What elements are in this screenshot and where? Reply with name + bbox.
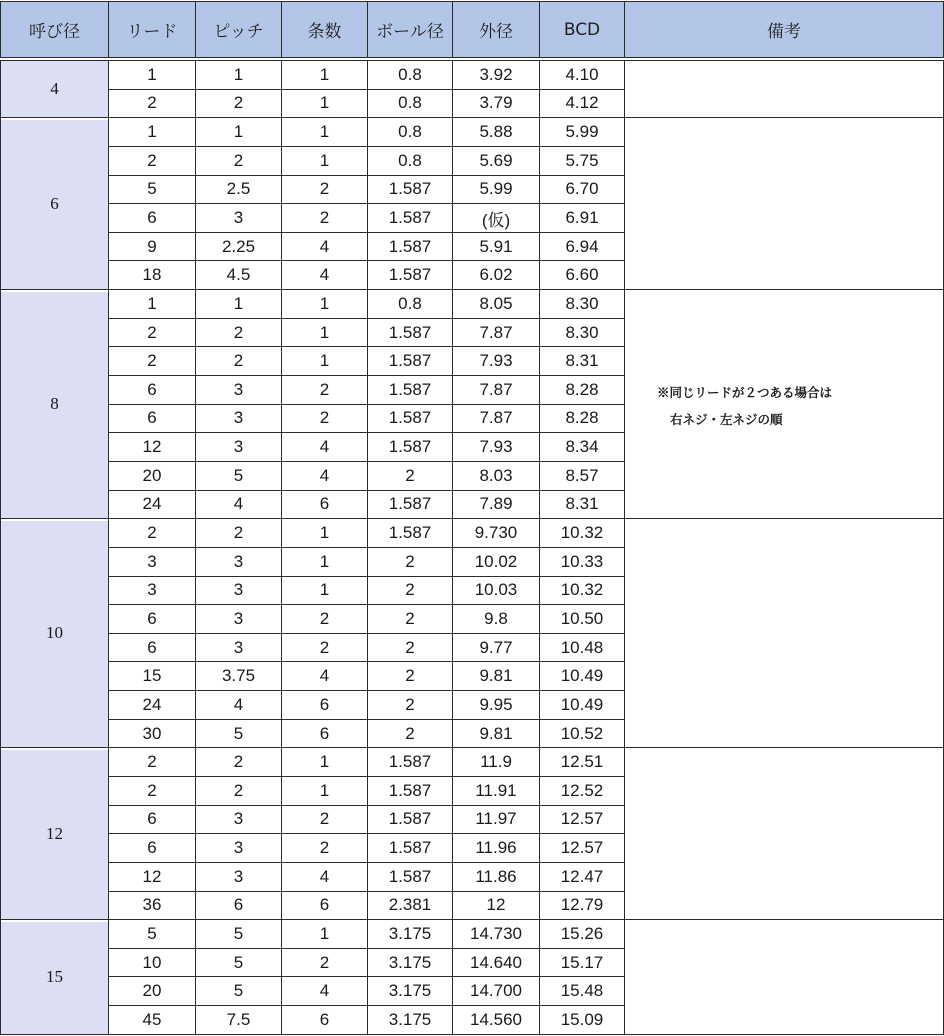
outer-diameter-cell: 11.97 <box>453 806 539 834</box>
grid-line <box>367 919 368 1035</box>
ball-diameter-cell: 1.587 <box>368 748 452 776</box>
starts-cell: 4 <box>282 977 367 1005</box>
ball-diameter-cell: 1.587 <box>368 261 452 289</box>
grid-line <box>108 60 109 118</box>
pitch-cell: 2 <box>196 519 281 547</box>
bcd-cell: 5.75 <box>540 147 624 175</box>
outer-diameter-cell: 8.05 <box>453 290 539 318</box>
grid-line <box>539 1 540 58</box>
lead-cell: 12 <box>109 863 195 891</box>
outer-diameter-cell: 9.77 <box>453 634 539 662</box>
grid-line <box>539 747 540 920</box>
ball-diameter-cell: 1.587 <box>368 777 452 805</box>
ball-diameter-cell: 2 <box>368 462 452 490</box>
grid-line <box>367 747 368 920</box>
grid-line <box>281 60 282 118</box>
bcd-cell: 12.47 <box>540 863 624 891</box>
outer-diameter-cell: 8.03 <box>453 462 539 490</box>
pitch-cell: 5 <box>196 462 281 490</box>
pitch-cell: 5 <box>196 920 281 948</box>
grid-line <box>0 518 944 519</box>
bcd-cell: 10.52 <box>540 720 624 748</box>
starts-cell: 4 <box>282 462 367 490</box>
lead-cell: 5 <box>109 176 195 204</box>
lead-cell: 2 <box>109 519 195 547</box>
starts-cell: 1 <box>282 147 367 175</box>
pitch-cell: 2 <box>196 748 281 776</box>
ball-diameter-cell: 1.587 <box>368 519 452 547</box>
pitch-cell: 5 <box>196 720 281 748</box>
outer-diameter-cell: 9.81 <box>453 662 539 690</box>
starts-cell: 6 <box>282 720 367 748</box>
nominal-diameter-cell: 15 <box>1 920 108 1034</box>
outer-diameter-cell: 7.87 <box>453 376 539 404</box>
outer-diameter-cell: 14.730 <box>453 920 539 948</box>
grid-line <box>281 518 282 748</box>
outer-diameter-cell: 6.02 <box>453 261 539 289</box>
outer-diameter-cell: 11.9 <box>453 748 539 776</box>
lead-cell: 2 <box>109 777 195 805</box>
outer-diameter-cell: 11.86 <box>453 863 539 891</box>
bcd-cell: 10.33 <box>540 548 624 576</box>
starts-cell: 2 <box>282 204 367 232</box>
grid-line <box>0 747 1 920</box>
group-divider <box>1 519 108 521</box>
pitch-cell: 3 <box>196 405 281 433</box>
pitch-cell: 1 <box>196 290 281 318</box>
bcd-cell: 10.32 <box>540 577 624 605</box>
lead-cell: 9 <box>109 233 195 261</box>
ball-diameter-cell: 2 <box>368 720 452 748</box>
outer-diameter-cell: 14.700 <box>453 977 539 1005</box>
ball-diameter-cell: 2 <box>368 548 452 576</box>
bcd-cell: 12.51 <box>540 748 624 776</box>
ball-diameter-cell: 2 <box>368 662 452 690</box>
grid-line <box>539 518 540 748</box>
outer-diameter-cell: 14.640 <box>453 949 539 977</box>
grid-line <box>281 747 282 920</box>
lead-cell: 20 <box>109 462 195 490</box>
outer-diameter-cell: 11.96 <box>453 834 539 862</box>
ball-diameter-cell: 0.8 <box>368 118 452 146</box>
starts-cell: 4 <box>282 233 367 261</box>
outer-diameter-cell: 9.81 <box>453 720 539 748</box>
grid-line <box>452 1 453 58</box>
ball-diameter-cell: 2 <box>368 691 452 719</box>
grid-line <box>452 289 453 519</box>
pitch-cell: 3.75 <box>196 662 281 690</box>
pitch-cell: 3 <box>196 548 281 576</box>
pitch-cell: 3 <box>196 634 281 662</box>
lead-cell: 2 <box>109 319 195 347</box>
grid-line <box>624 1 625 58</box>
pitch-cell: 2 <box>196 319 281 347</box>
outer-diameter-cell: 10.03 <box>453 577 539 605</box>
grid-line <box>452 919 453 1035</box>
pitch-cell: 1 <box>196 61 281 89</box>
grid-line <box>195 117 196 290</box>
pitch-cell: 4.5 <box>196 261 281 289</box>
grid-line <box>539 289 540 519</box>
grid-line <box>367 518 368 748</box>
bcd-cell: 6.91 <box>540 204 624 232</box>
grid-line <box>452 117 453 290</box>
pitch-cell: 3 <box>196 605 281 633</box>
lead-cell: 6 <box>109 376 195 404</box>
ball-diameter-cell: 1.587 <box>368 233 452 261</box>
pitch-cell: 4 <box>196 491 281 519</box>
lead-cell: 45 <box>109 1006 195 1034</box>
ball-diameter-cell: 1.587 <box>368 863 452 891</box>
ball-diameter-cell: 1.587 <box>368 433 452 461</box>
grid-line <box>367 60 368 118</box>
grid-line <box>0 919 1 1035</box>
outer-diameter-cell: 3.79 <box>453 90 539 118</box>
ball-diameter-cell: 2 <box>368 577 452 605</box>
starts-cell: 4 <box>282 662 367 690</box>
pitch-cell: 7.5 <box>196 1006 281 1034</box>
header-bcd: BCD <box>540 2 624 57</box>
pitch-cell: 2 <box>196 347 281 375</box>
lead-cell: 15 <box>109 662 195 690</box>
outer-diameter-cell: 9.730 <box>453 519 539 547</box>
pitch-cell: 3 <box>196 376 281 404</box>
grid-line <box>281 1 282 58</box>
starts-cell: 4 <box>282 261 367 289</box>
grid-line <box>0 117 944 118</box>
pitch-cell: 5 <box>196 977 281 1005</box>
nominal-diameter-cell: 12 <box>1 748 108 919</box>
outer-diameter-cell: (仮) <box>453 204 539 232</box>
starts-cell: 6 <box>282 691 367 719</box>
grid-line <box>281 289 282 519</box>
grid-line <box>452 747 453 920</box>
outer-diameter-cell: 7.93 <box>453 347 539 375</box>
nominal-diameter-cell: 6 <box>1 118 108 289</box>
outer-diameter-cell: 14.560 <box>453 1006 539 1034</box>
lead-cell: 1 <box>109 118 195 146</box>
nominal-diameter-cell: 4 <box>1 61 108 117</box>
pitch-cell: 3 <box>196 433 281 461</box>
bcd-cell: 12.79 <box>540 892 624 920</box>
bcd-cell: 12.57 <box>540 806 624 834</box>
lead-cell: 6 <box>109 634 195 662</box>
outer-diameter-cell: 5.99 <box>453 176 539 204</box>
grid-line <box>0 1034 944 1035</box>
outer-diameter-cell: 9.95 <box>453 691 539 719</box>
grid-line <box>624 289 625 519</box>
remarks-cell <box>625 920 943 1034</box>
ball-diameter-cell: 1.587 <box>368 319 452 347</box>
grid-line <box>195 1 196 58</box>
starts-cell: 6 <box>282 491 367 519</box>
remarks-cell <box>625 61 943 117</box>
lead-cell: 36 <box>109 892 195 920</box>
grid-line <box>367 1 368 58</box>
bcd-cell: 15.09 <box>540 1006 624 1034</box>
bcd-cell: 5.99 <box>540 118 624 146</box>
pitch-cell: 5 <box>196 949 281 977</box>
ball-diameter-cell: 0.8 <box>368 290 452 318</box>
bcd-cell: 15.26 <box>540 920 624 948</box>
lead-cell: 2 <box>109 90 195 118</box>
group-divider <box>1 118 108 120</box>
header-starts: 条数 <box>282 2 367 57</box>
starts-cell: 1 <box>282 61 367 89</box>
grid-line <box>624 117 625 290</box>
starts-cell: 1 <box>282 920 367 948</box>
starts-cell: 2 <box>282 176 367 204</box>
starts-cell: 4 <box>282 433 367 461</box>
pitch-cell: 1 <box>196 118 281 146</box>
grid-line <box>0 919 944 920</box>
ball-diameter-cell: 1.587 <box>368 176 452 204</box>
grid-line <box>624 919 625 1035</box>
ball-diameter-cell: 1.587 <box>368 204 452 232</box>
outer-diameter-cell: 10.02 <box>453 548 539 576</box>
ball-diameter-cell: 3.175 <box>368 949 452 977</box>
ball-diameter-cell: 1.587 <box>368 834 452 862</box>
bcd-cell: 10.50 <box>540 605 624 633</box>
outer-diameter-cell: 11.91 <box>453 777 539 805</box>
starts-cell: 6 <box>282 1006 367 1034</box>
lead-cell: 6 <box>109 605 195 633</box>
starts-cell: 1 <box>282 519 367 547</box>
bcd-cell: 15.17 <box>540 949 624 977</box>
pitch-cell: 3 <box>196 834 281 862</box>
ball-diameter-cell: 2 <box>368 634 452 662</box>
lead-cell: 24 <box>109 691 195 719</box>
grid-line <box>0 289 944 290</box>
grid-line <box>195 747 196 920</box>
lead-cell: 2 <box>109 147 195 175</box>
pitch-cell: 3 <box>196 204 281 232</box>
bcd-cell: 10.49 <box>540 662 624 690</box>
lead-cell: 6 <box>109 834 195 862</box>
ball-diameter-cell: 3.175 <box>368 920 452 948</box>
bcd-cell: 8.28 <box>540 376 624 404</box>
grid-line <box>624 60 625 118</box>
lead-cell: 20 <box>109 977 195 1005</box>
lead-cell: 6 <box>109 806 195 834</box>
starts-cell: 2 <box>282 634 367 662</box>
ball-diameter-cell: 3.175 <box>368 977 452 1005</box>
ball-diameter-cell: 1.587 <box>368 376 452 404</box>
pitch-cell: 2 <box>196 90 281 118</box>
starts-cell: 1 <box>282 347 367 375</box>
bcd-cell: 4.12 <box>540 90 624 118</box>
ball-diameter-cell: 1.587 <box>368 405 452 433</box>
outer-diameter-cell: 3.92 <box>453 61 539 89</box>
grid-line <box>0 1 944 2</box>
header-remarks: 備考 <box>625 2 943 57</box>
starts-cell: 2 <box>282 806 367 834</box>
outer-diameter-cell: 5.91 <box>453 233 539 261</box>
starts-cell: 1 <box>282 118 367 146</box>
grid-line <box>452 60 453 118</box>
grid-line <box>624 747 625 920</box>
pitch-cell: 2 <box>196 777 281 805</box>
lead-cell: 24 <box>109 491 195 519</box>
nominal-diameter-cell: 10 <box>1 519 108 747</box>
grid-line <box>367 117 368 290</box>
starts-cell: 6 <box>282 892 367 920</box>
grid-line <box>367 289 368 519</box>
outer-diameter-cell: 7.87 <box>453 405 539 433</box>
ball-diameter-cell: 0.8 <box>368 61 452 89</box>
bcd-cell: 8.30 <box>540 290 624 318</box>
grid-line <box>0 1 1 58</box>
remarks-cell <box>625 118 943 289</box>
grid-line <box>108 289 109 519</box>
starts-cell: 2 <box>282 834 367 862</box>
starts-cell: 2 <box>282 376 367 404</box>
ball-diameter-cell: 1.587 <box>368 806 452 834</box>
pitch-cell: 2 <box>196 147 281 175</box>
grid-line <box>0 57 944 58</box>
lead-cell: 2 <box>109 347 195 375</box>
bcd-cell: 15.48 <box>540 977 624 1005</box>
outer-diameter-cell: 12 <box>453 892 539 920</box>
grid-line <box>0 60 1 118</box>
bcd-cell: 6.60 <box>540 261 624 289</box>
lead-cell: 6 <box>109 405 195 433</box>
ball-diameter-cell: 0.8 <box>368 90 452 118</box>
lead-cell: 3 <box>109 548 195 576</box>
starts-cell: 2 <box>282 605 367 633</box>
remarks-cell <box>625 519 943 747</box>
ball-diameter-cell: 1.587 <box>368 347 452 375</box>
starts-cell: 4 <box>282 863 367 891</box>
ball-diameter-cell: 2.381 <box>368 892 452 920</box>
header-outer-diameter: 外径 <box>453 2 539 57</box>
lead-cell: 10 <box>109 949 195 977</box>
lead-cell: 3 <box>109 577 195 605</box>
nominal-diameter-cell: 8 <box>1 290 108 518</box>
grid-line <box>195 518 196 748</box>
lead-cell: 2 <box>109 748 195 776</box>
outer-diameter-cell: 7.87 <box>453 319 539 347</box>
starts-cell: 1 <box>282 548 367 576</box>
bcd-cell: 4.10 <box>540 61 624 89</box>
header-ball-diameter: ボール径 <box>368 2 452 57</box>
bcd-cell: 6.70 <box>540 176 624 204</box>
ball-diameter-cell: 1.587 <box>368 491 452 519</box>
header-nominal-diameter: 呼び径 <box>1 2 108 57</box>
starts-cell: 1 <box>282 319 367 347</box>
lead-cell: 5 <box>109 920 195 948</box>
bcd-cell: 8.57 <box>540 462 624 490</box>
ball-diameter-cell: 0.8 <box>368 147 452 175</box>
grid-line <box>195 60 196 118</box>
remarks-cell <box>625 748 943 919</box>
remarks-cell <box>625 290 943 518</box>
bcd-cell: 10.32 <box>540 519 624 547</box>
grid-line <box>108 117 109 290</box>
group-divider <box>1 920 108 922</box>
bcd-cell: 8.31 <box>540 491 624 519</box>
header-pitch: ピッチ <box>196 2 281 57</box>
outer-diameter-cell: 7.93 <box>453 433 539 461</box>
grid-line <box>108 919 109 1035</box>
outer-diameter-cell: 5.69 <box>453 147 539 175</box>
bcd-cell: 10.49 <box>540 691 624 719</box>
grid-line <box>539 60 540 118</box>
pitch-cell: 4 <box>196 691 281 719</box>
bcd-cell: 10.48 <box>540 634 624 662</box>
starts-cell: 1 <box>282 577 367 605</box>
bcd-cell: 8.31 <box>540 347 624 375</box>
grid-line <box>539 919 540 1035</box>
lead-cell: 12 <box>109 433 195 461</box>
lead-cell: 1 <box>109 61 195 89</box>
grid-line <box>539 117 540 290</box>
bcd-cell: 12.52 <box>540 777 624 805</box>
header-lead: リード <box>109 2 195 57</box>
remark-line: 右ネジ・左ネジの順 <box>670 411 783 427</box>
group-divider <box>1 748 108 750</box>
grid-line <box>195 919 196 1035</box>
lead-cell: 6 <box>109 204 195 232</box>
grid-line <box>195 289 196 519</box>
starts-cell: 1 <box>282 748 367 776</box>
lead-cell: 1 <box>109 290 195 318</box>
grid-line <box>108 518 109 748</box>
grid-line <box>452 518 453 748</box>
ball-diameter-cell: 3.175 <box>368 1006 452 1034</box>
grid-line <box>624 518 625 748</box>
pitch-cell: 3 <box>196 806 281 834</box>
grid-line <box>0 518 1 748</box>
pitch-cell: 6 <box>196 892 281 920</box>
grid-line <box>108 1 109 58</box>
bcd-cell: 8.28 <box>540 405 624 433</box>
grid-line <box>108 747 109 920</box>
bcd-cell: 8.30 <box>540 319 624 347</box>
outer-diameter-cell: 9.8 <box>453 605 539 633</box>
grid-line <box>0 747 944 748</box>
group-divider <box>1 290 108 292</box>
pitch-cell: 2.25 <box>196 233 281 261</box>
lead-cell: 18 <box>109 261 195 289</box>
grid-line <box>0 60 944 61</box>
grid-line <box>0 117 1 290</box>
grid-line <box>281 117 282 290</box>
starts-cell: 1 <box>282 290 367 318</box>
starts-cell: 1 <box>282 90 367 118</box>
bcd-cell: 6.94 <box>540 233 624 261</box>
bcd-cell: 8.34 <box>540 433 624 461</box>
pitch-cell: 3 <box>196 577 281 605</box>
grid-line <box>281 919 282 1035</box>
starts-cell: 2 <box>282 405 367 433</box>
outer-diameter-cell: 7.89 <box>453 491 539 519</box>
ball-diameter-cell: 2 <box>368 605 452 633</box>
bcd-cell: 12.57 <box>540 834 624 862</box>
outer-diameter-cell: 5.88 <box>453 118 539 146</box>
remark-line: ※同じリードが２つある場合は <box>657 384 833 400</box>
starts-cell: 1 <box>282 777 367 805</box>
pitch-cell: 2.5 <box>196 176 281 204</box>
grid-line <box>0 289 1 519</box>
starts-cell: 2 <box>282 949 367 977</box>
lead-cell: 30 <box>109 720 195 748</box>
pitch-cell: 3 <box>196 863 281 891</box>
